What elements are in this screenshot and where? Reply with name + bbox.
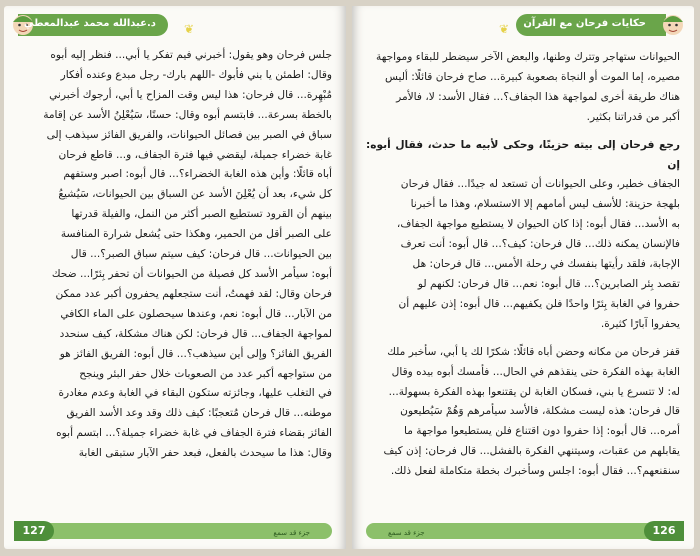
text-line: الإجابة، فلقد رأيتها بنفسك في رحلة الأمس... قال فرحان: هل (412, 258, 680, 271)
text-line: كل شيء، بعد أن يُعْلِنَ الأسد عن السباق بين الحيوانات، سَيُشيعُ (58, 188, 332, 201)
left-body-text (18, 46, 332, 464)
text-line: وقال: اطمئن يا بني فأبوك -اللهم بارك- رجل مبدع وعنده أفكار (60, 68, 332, 81)
text-line: لمواجهة الجفاف... قال فرحان: لكن هناك مشكلة، كيف سنحدد (59, 327, 332, 340)
series-label: جزء قد سمع (388, 529, 425, 537)
text-line: من ستواجهه أكبر عدد من الصعوبات خلال حفر البئر وينجح (79, 367, 332, 380)
text-line: له: لا تتسرع يا بني، فسكان الغابة لن يقتنعوا بهذه الفكرة بسهولة... (388, 385, 680, 398)
text-line: حفروا في الغابة بِئرًا واحدًا فلن يكفيهم... قال أبوه: إذن عليهم أن (398, 297, 680, 310)
book-title-header: حكايات فرحان مع القرآن (523, 18, 646, 29)
leaf-ornament-icon: ❦ (184, 22, 195, 36)
author-header: د.عبدالله محمد عبدالمعطي (24, 18, 156, 29)
text-line: فرحان وقال: لقد فهمتُ، أنت ستجعلهم يحفرون أكبر عدد ممكن (55, 287, 332, 300)
text-line: الفريق الفائز؟ وإلى أين سيذهب؟... قال أبوه: الفريق الفائز هو (59, 347, 332, 360)
text-line: قال فرحان: هذه ليست مشكلة، فالأسد سيأمرهم وَهُمْ سَيُطيعون (400, 405, 680, 418)
page-number: 127 (14, 521, 54, 541)
text-line: في التغلب عليها، وجائزته ستكون البقاء في الغابة وعدم مغادرة (58, 387, 332, 400)
text-line: بينهم أن القرود تستطيع الصبر أكثر من النمل، والفيلة قدرتها (71, 208, 332, 221)
text-line: هناك طريقة أخرى لمواجهة هذا الجفاف؟... فقال الأسد: لا، فالأمر (396, 90, 680, 103)
child-mascot-icon (658, 8, 688, 38)
text-line: غابة خضراء جميلة، ليقضي فيها فترة الجفاف، و... قاطع فرحان (58, 148, 332, 161)
text-line: الفائز بقضاء فترة الجفاف في غابة خضراء جميلة؟... ابتسم أبوه (56, 427, 332, 440)
text-line: مُبْهِرة... قال فرحان: هذا ليس وقت المزاح يا أبي، أرجوك أخبرني (49, 88, 332, 101)
right-body-text (366, 48, 680, 482)
text-line: سنقنعهم؟... فقال أبوه: اجلس وسأخبرك بخطة متكاملة لفعل ذلك. (390, 465, 680, 478)
text-line: من الآبار... قال أبوه: نعم، وعندها سيحصلون على الماء الكافي (60, 307, 332, 320)
text-line: على الصبر أقل من الحمير، وهكذا حتى يُشعل شرارة المنافسة (60, 228, 332, 241)
text-line: سباق في الصبر بين فصائل الحيوانات، والفريق الفائز سيذهب إلى (46, 128, 332, 141)
text-line: الجفاف خطير، وعلى الحيوانات أن تستعد له جيدًا... فقال فرحان (400, 178, 680, 191)
text-line: أكبر من قدراتنا بكثير. (586, 110, 680, 123)
text-line: أمره... قال أبوه: إذا حفروا دون اقتناع فلن يستطيعوا مواجهة ما (404, 425, 680, 438)
text-line: تقصد بِئر الصابرين؟... قال أبوه: نعم... قال فرحان: لكنهم لو (417, 277, 680, 290)
text-line: الغابة بهذه الفكرة حتى ينقذهم في الحال... فأمسك أبوه بيده وقال (391, 365, 680, 378)
text-line: جلس فرحان وهو يقول: أخبرني فيم تفكر يا أبي... فنظر إليه أبوه (50, 49, 332, 61)
series-label: جزء قد سمع (273, 529, 310, 537)
right-page (352, 6, 694, 549)
left-page (4, 6, 346, 549)
text-line: وقال: هذا ما سيحدث بالفعل، فبعد حفر الآبار ستبقى الغابة (78, 447, 332, 460)
text-line: بالخطة بسرعة... فابتسم أبوه وقال: حسنًا، سَيُعْلِنُ الأسد عن إقامة (43, 108, 332, 121)
leaf-ornament-icon: ❦ (498, 22, 509, 36)
text-line: فالإنسان يمكنه ذلك... قال فرحان: كيف؟... قال أبوه: أنت تعرف (400, 238, 680, 251)
text-line: رجع فرحان إلى بيته حزينًا، وحكى لأبيه ما حدث، فقال أبوه: إن (366, 138, 680, 171)
page-number: 126 (644, 521, 684, 541)
text-line: الحيوانات ستهاجر وتترك وطنها، والبعض الآخر سيضطر للبقاء ومواجهة (376, 51, 680, 63)
text-line: بين الحيوانات... قال فرحان: كيف سيتم سباق الصبر؟... قال (70, 248, 332, 261)
text-line: يحفروا آبارًا كثيرة. (600, 317, 680, 330)
text-line: مصيره، إما الموت أو النجاة بصعوبة كبيرة... صاح فرحان قائلًا: أليس (385, 70, 680, 83)
text-line: بلهجة حزينة: للأسف ليس أمامهم إلا الاستسلام، وهذا ما أخبرنا (410, 198, 680, 211)
text-line: أباه قائلًا: وأين هذه الغابة الخضراء؟... قال أبوه: اصبر وستفهم (63, 168, 332, 181)
text-line: أبوه: سيأمر الأسد كل فصيلة من الحيوانات أن تحفر بِئرًا... ضحك (51, 267, 332, 280)
text-line: قفز فرحان من مكانه وحضن أباه قائلًا: شكرًا لك يا أبي، سأخبر ملك (387, 345, 680, 358)
text-line: موطنه... قال فرحان مُتعجبًا: كيف ذلك وقد وعد الأسد الفريق (66, 407, 332, 420)
text-line: به الأسد... فقال أبوه: إذا كان الحيوان لا يستطيع مواجهة الجفاف، (396, 218, 680, 231)
text-line: يقابلهم من عقبات، وسيتنهي الفكرة بالفشل... قال فرحان: إذن كيف (383, 445, 680, 458)
